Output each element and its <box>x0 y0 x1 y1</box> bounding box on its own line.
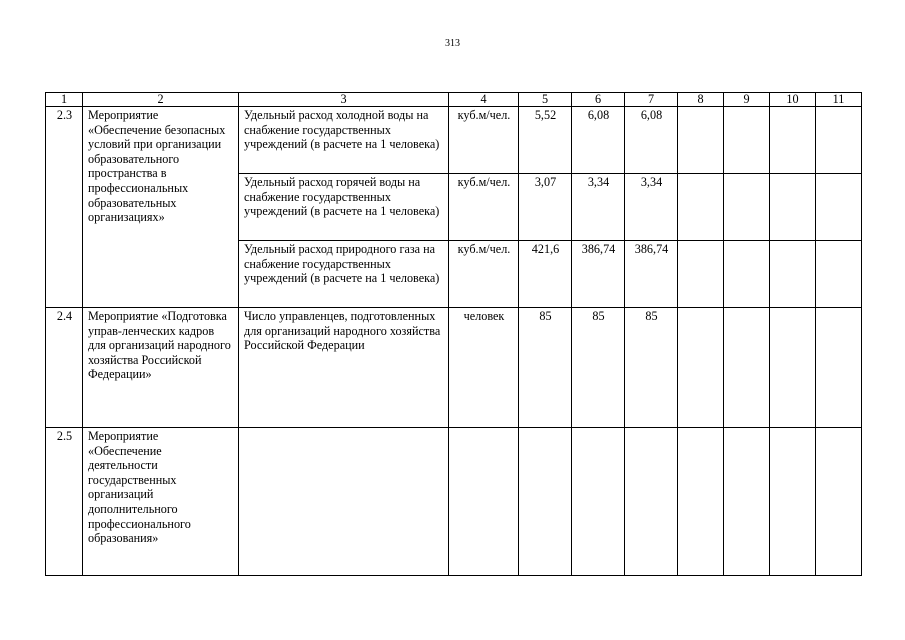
indicators-table <box>45 92 862 576</box>
indicator-unit: человек <box>449 308 519 428</box>
empty-cell <box>770 174 816 241</box>
table-row <box>46 107 862 174</box>
indicator-name: Удельный расход горячей воды на снабжение государственных учреждений (в расчете на 1 человека) <box>239 174 449 241</box>
empty-cell <box>724 241 770 308</box>
empty-cell <box>770 107 816 174</box>
header-cell: 4 <box>449 93 519 107</box>
header-cell: 7 <box>625 93 678 107</box>
empty-cell <box>625 428 678 576</box>
header-cell: 8 <box>678 93 724 107</box>
value-col5: 421,6 <box>519 241 572 308</box>
empty-cell <box>519 428 572 576</box>
header-cell: 1 <box>46 93 83 107</box>
indicator-unit: куб.м/чел. <box>449 174 519 241</box>
event-name: Мероприятие «Подготовка управ-ленческих кадров для организаций народного хозяйства Российской Федерации» <box>83 308 239 428</box>
header-cell: 5 <box>519 93 572 107</box>
empty-cell <box>770 241 816 308</box>
value-col6: 3,34 <box>572 174 625 241</box>
indicator-name: Удельный расход природного газа на снабжение государственных учреждений (в расчете на 1 человека) <box>239 241 449 308</box>
event-name: Мероприятие «Обеспечение безопасных условий при организации образовательного пространства в профессиональных образовательных организациях» <box>83 107 239 308</box>
table-row <box>46 428 862 576</box>
value-col5: 5,52 <box>519 107 572 174</box>
header-cell: 9 <box>724 93 770 107</box>
value-col6: 85 <box>572 308 625 428</box>
value-col7: 386,74 <box>625 241 678 308</box>
indicator-name: Число управленцев, подготовленных для организаций народного хозяйства Российской Федерации <box>239 308 449 428</box>
empty-cell <box>816 241 862 308</box>
header-cell: 3 <box>239 93 449 107</box>
empty-cell <box>239 428 449 576</box>
empty-cell <box>678 308 724 428</box>
event-name: Мероприятие «Обеспечение деятельности государственных организаций дополнительного профессионального образования» <box>83 428 239 576</box>
value-col6: 386,74 <box>572 241 625 308</box>
indicator-unit: куб.м/чел. <box>449 107 519 174</box>
header-cell: 10 <box>770 93 816 107</box>
empty-cell <box>724 174 770 241</box>
value-col7: 85 <box>625 308 678 428</box>
empty-cell <box>572 428 625 576</box>
header-cell: 11 <box>816 93 862 107</box>
header-cell: 6 <box>572 93 625 107</box>
value-col7: 6,08 <box>625 107 678 174</box>
indicator-unit: куб.м/чел. <box>449 241 519 308</box>
value-col5: 85 <box>519 308 572 428</box>
empty-cell <box>724 428 770 576</box>
row-number: 2.4 <box>46 308 83 428</box>
empty-cell <box>724 107 770 174</box>
empty-cell <box>816 308 862 428</box>
empty-cell <box>770 428 816 576</box>
header-cell: 2 <box>83 93 239 107</box>
empty-cell <box>724 308 770 428</box>
row-number: 2.5 <box>46 428 83 576</box>
empty-cell <box>816 174 862 241</box>
empty-cell <box>678 107 724 174</box>
empty-cell <box>816 428 862 576</box>
empty-cell <box>678 174 724 241</box>
empty-cell <box>449 428 519 576</box>
empty-cell <box>678 428 724 576</box>
table-header-row <box>46 93 862 107</box>
indicator-name: Удельный расход холодной воды на снабжение государственных учреждений (в расчете на 1 человека) <box>239 107 449 174</box>
row-number: 2.3 <box>46 107 83 308</box>
empty-cell <box>816 107 862 174</box>
value-col5: 3,07 <box>519 174 572 241</box>
value-col6: 6,08 <box>572 107 625 174</box>
empty-cell <box>678 241 724 308</box>
table-row <box>46 308 862 428</box>
empty-cell <box>770 308 816 428</box>
value-col7: 3,34 <box>625 174 678 241</box>
page-number: 313 <box>445 38 460 49</box>
